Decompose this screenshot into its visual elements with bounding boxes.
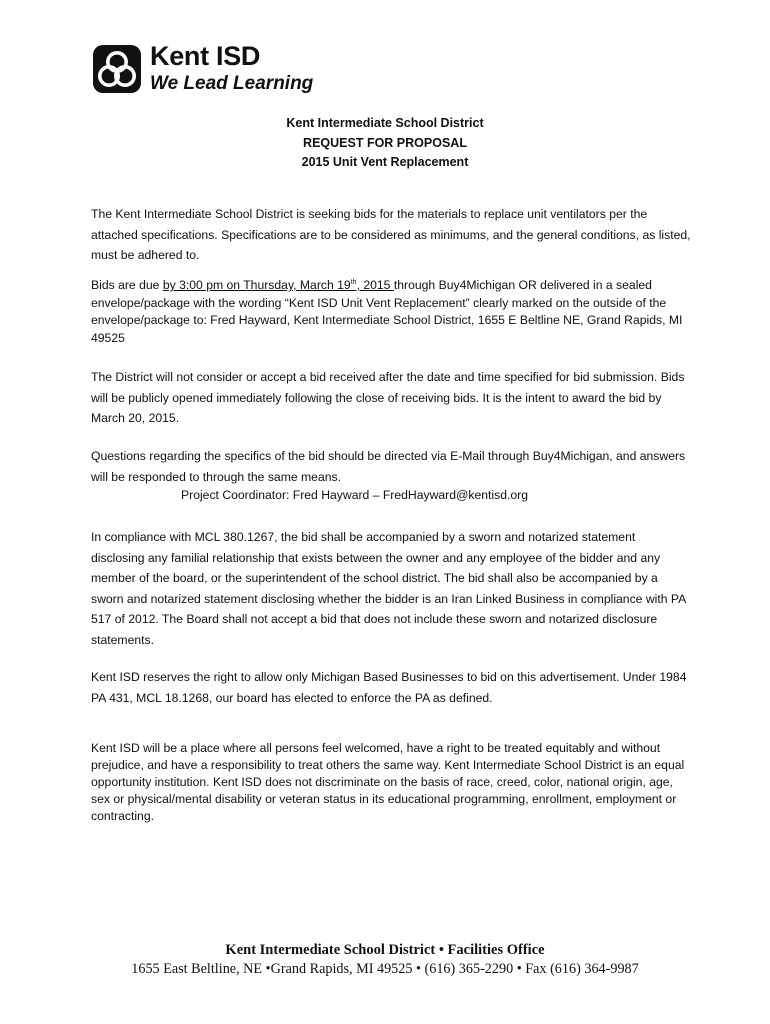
kent-isd-trefoil-icon (92, 44, 142, 94)
questions-paragraph: Questions regarding the specifics of the bid should be directed via E-Mail through Buy4Michigan, and answers will be responded to through the same means. (91, 449, 686, 484)
footer-address: 1655 East Beltline, NE •Grand Rapids, MI 49525 • (616) 365-2290 • Fax (616) 364-9987 (131, 961, 639, 977)
heading-doc-type: REQUEST FOR PROPOSAL (303, 135, 467, 150)
document-heading (0, 114, 770, 173)
bid-due-instructions: through Buy4Michigan OR delivered in a sealed envelope/package with the wording “Kent ISD Unit Vent Replacement” clearly marked on the outside of the envelope/package to: Fred Hayward, Kent Intermediate School District, 1655 E Beltline NE, Grand Rapids, MI 49525 (91, 278, 683, 345)
logo-tagline: We Lead Learning (150, 73, 314, 94)
heading-project: 2015 Unit Vent Replacement (301, 155, 469, 169)
bid-due-paragraph (91, 277, 691, 347)
heading-district: Kent Intermediate School District (286, 116, 484, 130)
bid-deadline-paragraph: The District will not consider or accept a bid received after the date and time specified for bid submission. Bids will be publicly opened immediately following the close of receiving bids. It is the intent to award the bid by March 20, 2015. (91, 370, 685, 425)
logo-name: Kent ISD (150, 41, 261, 71)
footer-title: Kent Intermediate School District • Facilities Office (225, 942, 545, 958)
bid-due-lead: Bids are due (91, 278, 163, 292)
project-coordinator: Project Coordinator: Fred Hayward – FredHayward@kentisd.org (181, 488, 528, 502)
equal-opportunity-paragraph: Kent ISD will be a place where all persons feel welcomed, have a right to be treated equitably and without prejudice, and have a responsibility to treat others the same way. Kent Intermediate School District is an equal opportunity institution. Kent ISD does not discriminate on the basis of race, creed, color, national origin, age, sex or physical/mental disability or veteran status in its educational programming, enrollment, employment or contracting. (91, 741, 685, 823)
page-footer (0, 941, 770, 979)
bid-due-date: by 3:00 pm on Thursday, March 19th, 2015 (162, 278, 394, 292)
michigan-business-paragraph: Kent ISD reserves the right to allow only Michigan Based Businesses to bid on this advertisement. Under 1984 PA 431, MCL 18.1268, our board has elected to enforce the PA as defined. (91, 670, 687, 705)
intro-paragraph: The Kent Intermediate School District is seeking bids for the materials to replace unit ventilators per the attached specifications. Specifications are to be considered as minimums, and the general conditions, as listed, must be adhered to. (91, 207, 691, 262)
compliance-paragraph: In compliance with MCL 380.1267, the bid shall be accompanied by a sworn and notarized statement disclosing any familial relationship that exists between the owner and any employee of the bidder and any member of the board, or the superintendent of the school district. The bid shall also be accompanied by a sworn and notarized statement disclosing whether the bidder is an Iran Linked Business in compliance with PA 517 of 2012. The Board shall not accept a bid that does not include these sworn and notarized disclosure statements. (91, 530, 686, 647)
